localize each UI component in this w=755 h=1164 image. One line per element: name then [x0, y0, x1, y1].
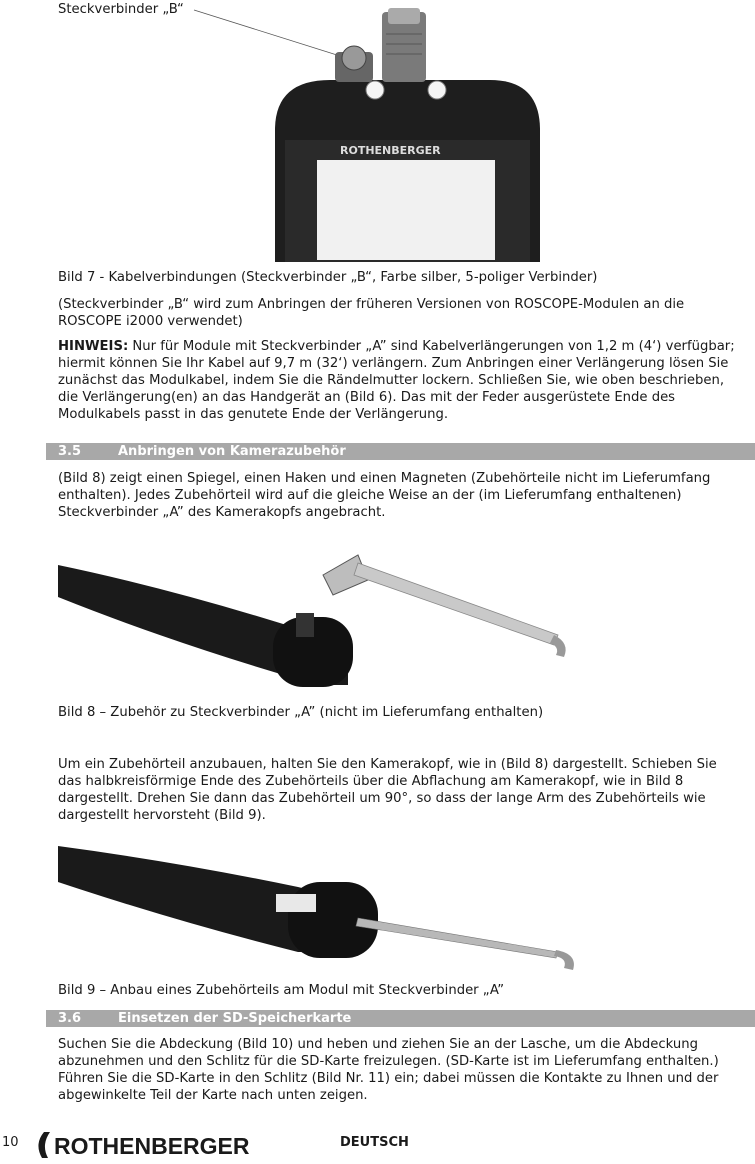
callout-line: [194, 10, 356, 61]
figure9-mounted-image: [58, 842, 588, 972]
figure8-accessory-image: [58, 535, 588, 697]
hook-arm: [356, 918, 558, 958]
device-brand-text: ROTHENBERGER: [340, 144, 441, 157]
hook-arm: [354, 563, 558, 645]
figure7-device-image: [180, 0, 570, 262]
logo-brand-text: ROTHENBERGER: [54, 1133, 250, 1159]
section-3-5-header: [46, 443, 755, 460]
section-3-6-paragraph: Suchen Sie die Abdeckung (Bild 10) und heben und ziehen Sie an der Lasche, um die Abdeckung abzunehmen und den Schlitz für die SD-Karte freizulegen. (SD-Karte ist im Lieferumfang enthalten.) Führen Sie die SD-Karte in den Schlitz (Bild Nr. 11) ein; dabei müssen die Kontakte zu Ihnen und der abgewinkelte Teil der Karte nach unten zeigen.: [58, 1037, 719, 1103]
section-3-5-paragraph: (Bild 8) zeigt einen Spiegel, einen Haken und einen Magneten (Zubehörteile nicht im Lieferumfang enthalten). Jedes Zubehörteil wird auf die gleiche Weise an der (im Lieferumfang enthaltenen) Steckverbinder „A” des Kamerakopfs angebracht.: [58, 471, 711, 520]
hinweis-paragraph: [58, 338, 744, 423]
section-number: 3.6: [58, 1011, 82, 1026]
hinweis-text: Nur für Module mit Steckverbinder „A” sind Kabelverlängerungen von 1,2 m (4‘) verfügbar; hiermit können Sie Ihr Kabel auf 9,7 m (32‘) verlängern. Zum Anbringen einer Verlängerung lösen Sie zunächst das Modulkabel, indem Sie die Rändelmutter lockern. Schließen Sie, wie oben beschrieben, die Verlängerung(en) an das Handgerät an (Bild 6). Das mit der Feder ausgerüstete Ende des Modulkabels passt in das genutete Ende der Verlängerung.: [58, 339, 735, 422]
page-number: 10: [2, 1135, 19, 1150]
connector-b-paragraph: (Steckverbinder „B“ wird zum Anbringen der früheren Versionen von ROSCOPE-Modulen an die ROSCOPE i2000 verwendet): [58, 297, 685, 329]
figure7-caption: Bild 7 - Kabelverbindungen (Steckverbinder „B“, Farbe silber, 5-poliger Verbinder): [58, 270, 598, 285]
section-title: Anbringen von Kamerazubehör: [118, 444, 346, 459]
device-screen: [317, 160, 495, 260]
section-3-6-header: [46, 1010, 755, 1027]
rothenberger-logo: [30, 1128, 260, 1162]
section-title: Einsetzen der SD-Speicherkarte: [118, 1011, 352, 1026]
hinweis-label: HINWEIS:: [58, 339, 129, 354]
section-number: 3.5: [58, 444, 82, 459]
language-label: DEUTSCH: [340, 1135, 409, 1150]
figure7-callout-label: Steckverbinder „B“: [58, 2, 184, 17]
install-paragraph: Um ein Zubehörteil anzubauen, halten Sie den Kamerakopf, wie in (Bild 8) dargestellt. Schieben Sie das halbkreisförmige Ende des Zubehörteils über die Abflachung am Kamerakopf, wie in Bild 8 dargestellt. Drehen Sie dann das Zubehörteil um 90°, so dass der lange Arm des Zubehörteils wie dargestellt hervorsteht (Bild 9).: [58, 757, 717, 823]
logo-swoosh-icon: [38, 1132, 50, 1158]
figure9-caption: Bild 9 – Anbau eines Zubehörteils am Modul mit Steckverbinder „A”: [58, 983, 505, 998]
figure8-caption: Bild 8 – Zubehör zu Steckverbinder „A” (nicht im Lieferumfang enthalten): [58, 705, 544, 720]
